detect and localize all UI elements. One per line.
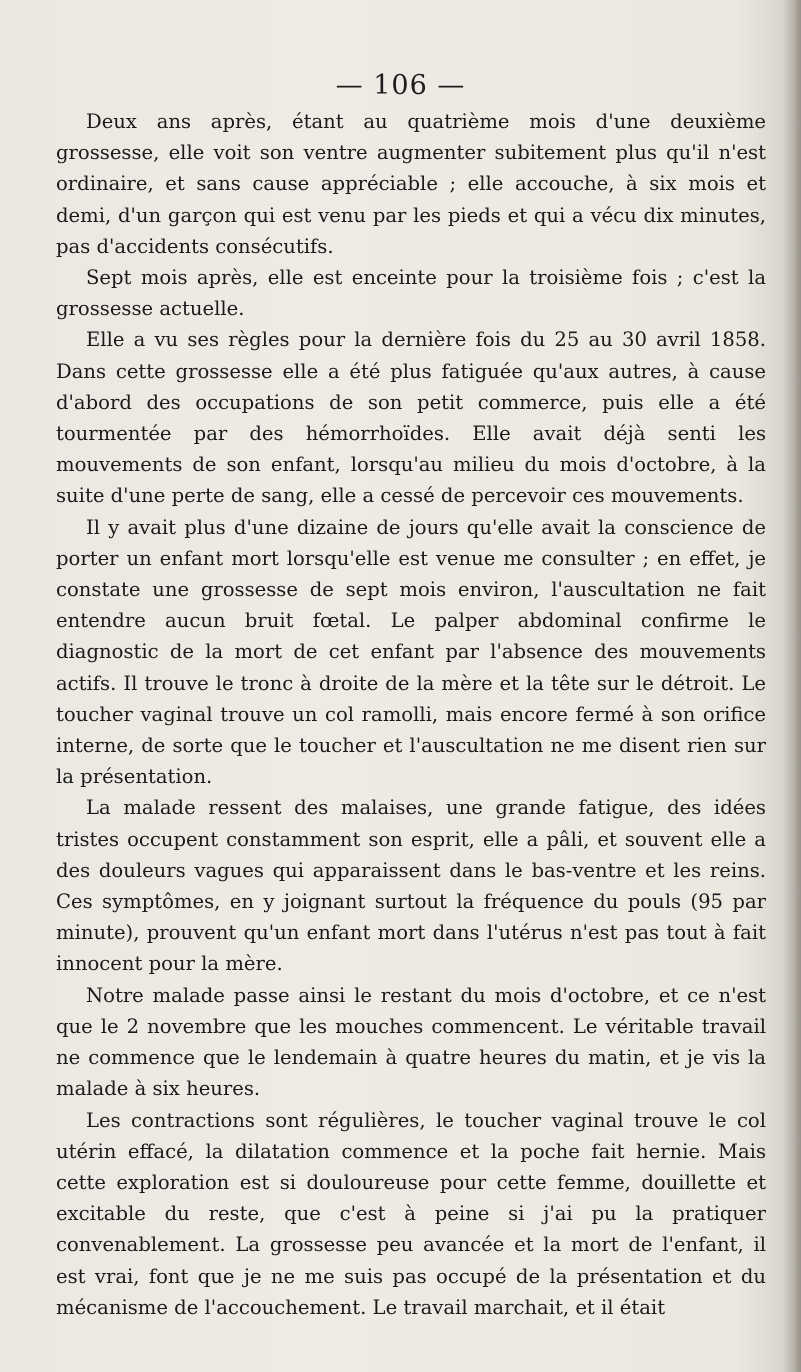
- paragraph-2: Sept mois après, elle est enceinte pour la troisième fois ; c'est la grossesse actuelle.: [56, 266, 766, 321]
- paragraph-6: Notre malade passe ainsi le restant du mois d'octobre, et ce n'est que le 2 novembre que les mouches commencent. Le véritable travail ne commence que le lendemain à quatre heures du matin, et je vis la malade à six heures.: [56, 983, 766, 1101]
- page-number: — 106 —: [335, 70, 466, 101]
- paragraph-1: Deux ans après, étant au quatrième mois d'une deuxième grossesse, elle voit son ventre augmenter subitement plus qu'il n'est ordinaire, et sans cause appréciable ; elle accouche, à six mois et demi, d'un garçon qui est venu par les pieds et qui a vécu dix minutes, pas d'accidents consécutifs.: [56, 110, 766, 258]
- body-text: [56, 106, 766, 1323]
- paragraph-4: Il y avait plus d'une dizaine de jours qu'elle avait la conscience de porter un enfant mort lorsqu'elle est venue me consulter ; en effet, je constate une grossesse de sept mois environ, l'auscultation ne fait entendre aucun bruit fœtal. Le palper abdominal confirme le diagnostic de la mort de cet enfant par l'absence des mouvements actifs. Il trouve le tronc à droite de la mère et la tête sur le détroit. Le toucher vaginal trouve un col ramolli, mais encore fermé à son orifice interne, de sorte que le toucher et l'auscultation ne me disent rien sur la présentation.: [56, 515, 766, 789]
- paragraph-7: Les contractions sont régulières, le toucher vaginal trouve le col utérin effacé, la dilatation commence et la poche fait hernie. Mais cette exploration est si douloureuse pour cette femme, douillette et excitable du reste, que c'est à peine si j'ai pu la pratiquer convenablement. La grossesse peu avancée et la mort de l'enfant, il est vrai, font que je ne me suis pas occupé de la présentation et du mécanisme de l'accouchement. Le travail marchait, et il était: [56, 1108, 766, 1319]
- paragraph-3: Elle a vu ses règles pour la dernière fois du 25 au 30 avril 1858. Dans cette grossesse elle a été plus fatiguée qu'aux autres, à cause d'abord des occupations de son petit commerce, puis elle a été tourmentée par des hémorrhoïdes. Elle avait déjà senti les mouvements de son enfant, lorsqu'au milieu du mois d'octobre, à la suite d'une perte de sang, elle a cessé de percevoir ces mouvements.: [56, 328, 766, 508]
- page-edge-shadow: [783, 0, 801, 1372]
- paragraph-5: La malade ressent des malaises, une grande fatigue, des idées tristes occupent constamment son esprit, elle a pâli, et souvent elle a des douleurs vagues qui apparaissent dans le bas-ventre et les reins. Ces symptômes, en y joignant surtout la fréquence du pouls (95 par minute), prouvent qu'un enfant mort dans l'utérus n'est pas tout à fait innocent pour la mère.: [56, 796, 766, 976]
